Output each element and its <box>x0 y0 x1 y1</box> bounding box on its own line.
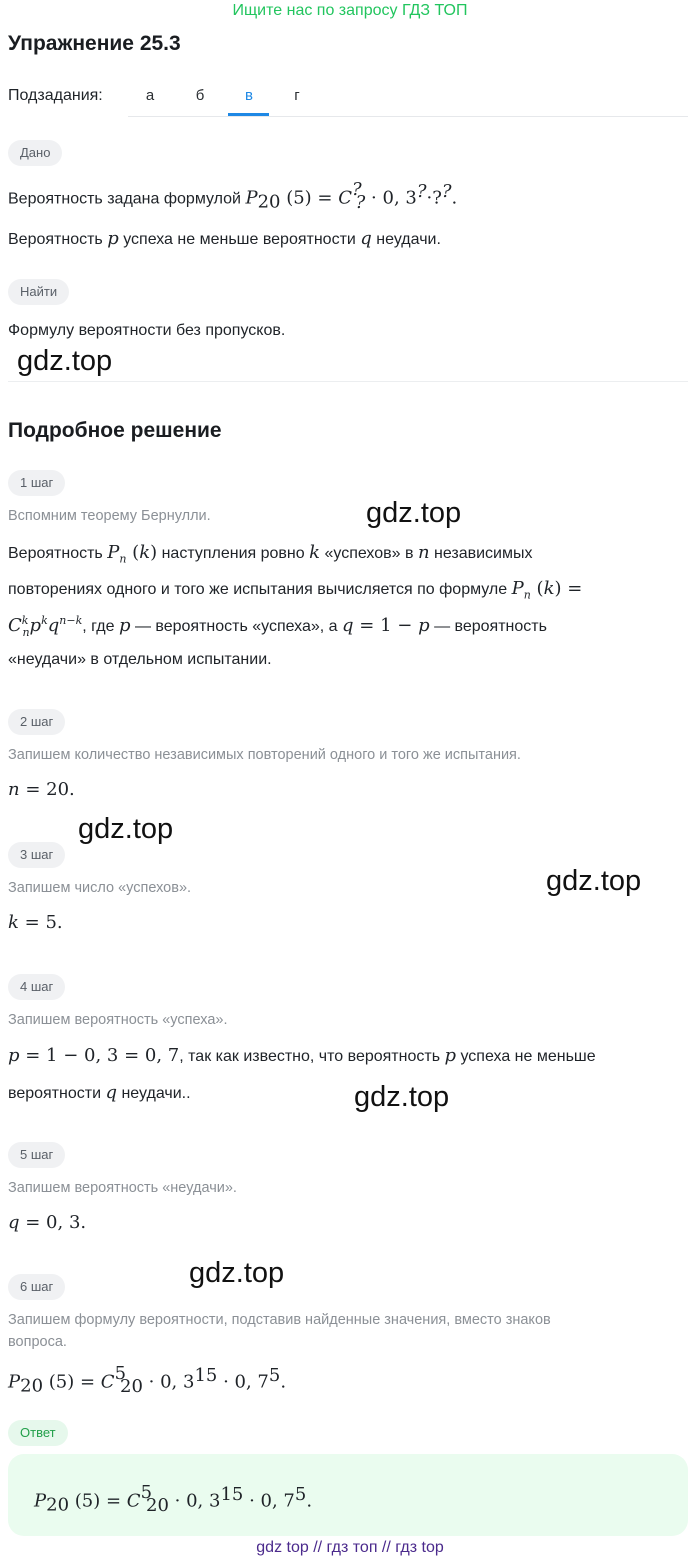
given-line-2: Вероятность p успеха не меньше вероятности q неудачи. <box>8 228 441 249</box>
step-6-badge: 6 шаг <box>8 1274 65 1300</box>
subtasks-divider <box>128 116 688 117</box>
step-6-formula: $P_{20}$ $(5) = C^5_{20} \cdot 0$, $3^{15} \cdot 0$, $7^5$. <box>8 1363 287 1397</box>
step-3-hint: Запишем число «успехов». <box>8 880 192 896</box>
step-5-badge: 5 шаг <box>8 1142 65 1168</box>
step-6-hint-line-2: вопроса. <box>8 1334 67 1350</box>
step-1-line-2: повторениях одного и того же испытания вычисляется по формуле $P_n$ (k) = <box>8 578 583 602</box>
tab-v[interactable]: в <box>245 87 253 104</box>
search-banner: Ищите нас по запросу ГДЗ ТОП <box>232 2 468 19</box>
given-badge: Дано <box>8 140 62 166</box>
step-2-hint: Запишем количество независимых повторений одного и того же испытания. <box>8 747 521 763</box>
answer-badge: Ответ <box>8 1420 68 1446</box>
step-1-line-1: Вероятность $P_n$ (k) наступления ровно k «успехов» в n независимых <box>8 542 533 566</box>
watermark: gdz.top <box>78 813 174 845</box>
tab-a[interactable]: а <box>145 87 155 104</box>
step-2-formula: n = 20. <box>8 779 75 800</box>
watermark: gdz.top <box>366 497 462 529</box>
step-5-formula: q = 0, 3. <box>8 1212 87 1233</box>
find-text: Формулу вероятности без пропусков. <box>8 322 286 339</box>
step-4-line-1: p = 1 − 0, 3 = 0, 7, так как известно, что вероятность p успеха не меньше <box>8 1045 596 1066</box>
tab-g[interactable]: г <box>294 87 300 104</box>
step-1-hint: Вспомним теорему Бернулли. <box>8 508 211 524</box>
step-6-hint-line-1: Запишем формулу вероятности, подставив найденные значения, вместо знаков <box>8 1312 551 1328</box>
answer-formula: $P_{20}$ $(5) = C^5_{20} \cdot 0$, $3^{15} \cdot 0$, $7^5$. <box>34 1482 313 1516</box>
active-tab-indicator <box>228 113 269 116</box>
page-title: Упражнение 25.3 <box>8 32 181 55</box>
step-5-hint: Запишем вероятность «неудачи». <box>8 1180 237 1196</box>
step-4-badge: 4 шаг <box>8 974 65 1000</box>
section-divider <box>8 381 688 382</box>
find-badge: Найти <box>8 279 69 305</box>
step-3-badge: 3 шаг <box>8 842 65 868</box>
step-4-hint: Запишем вероятность «успеха». <box>8 1012 228 1028</box>
step-2-badge: 2 шаг <box>8 709 65 735</box>
given-line-1: Вероятность задана формулой $P_{20}$ $(5) = C^?_? \cdot 0$, 3?·??. <box>8 179 458 213</box>
step-4-line-2: вероятности q неудачи.. <box>8 1082 191 1103</box>
step-1-line-4: «неудачи» в отдельном испытании. <box>8 651 272 668</box>
footer-links[interactable]: gdz top // гдз топ // гдз top <box>256 1539 444 1556</box>
tab-b[interactable]: б <box>195 87 205 104</box>
watermark: gdz.top <box>17 345 113 377</box>
watermark: gdz.top <box>546 865 642 897</box>
step-1-badge: 1 шаг <box>8 470 65 496</box>
watermark: gdz.top <box>189 1257 285 1289</box>
solution-title: Подробное решение <box>8 419 222 442</box>
step-3-formula: k = 5. <box>8 912 63 933</box>
step-1-line-3: $C^k_np^kq^{n-k}$, где p — вероятность «успеха», а q = 1 − p — вероятность <box>8 614 547 639</box>
watermark: gdz.top <box>354 1081 450 1113</box>
subtasks-label: Подзадания: <box>8 87 103 104</box>
